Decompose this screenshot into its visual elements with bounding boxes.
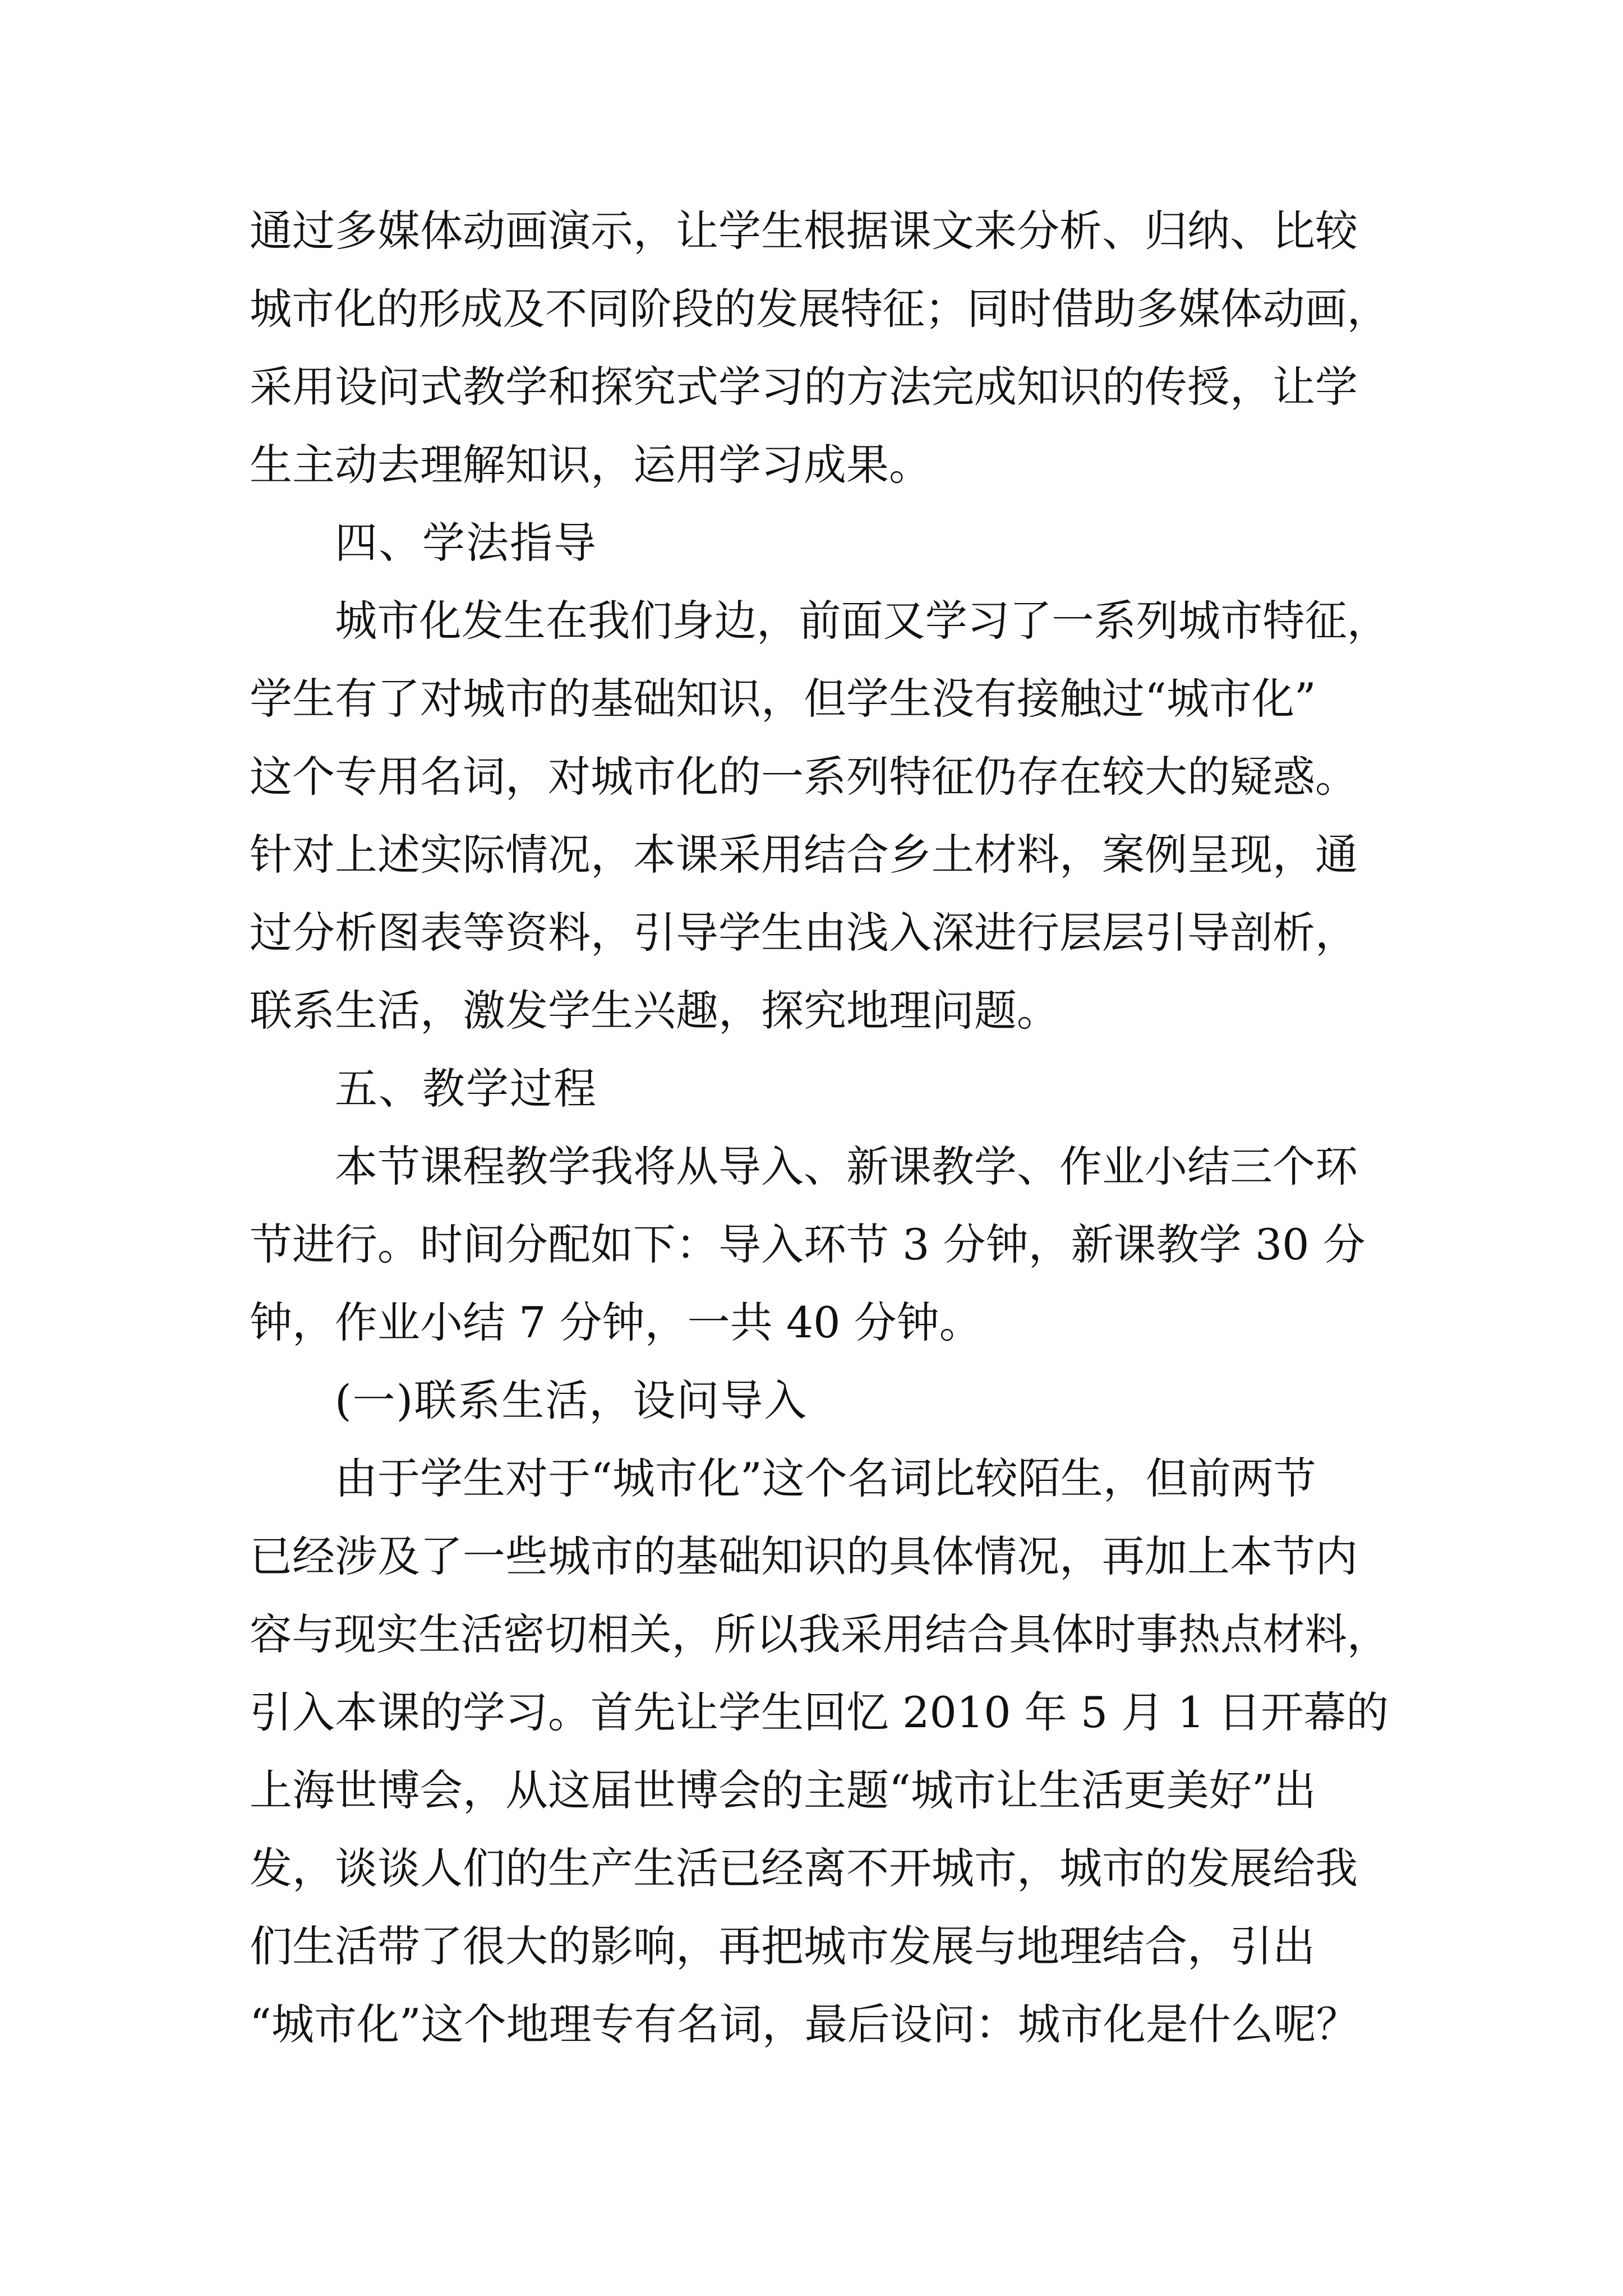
paragraph-line: 联系生活，激发学生兴趣，探究地理问题。 xyxy=(250,986,1059,1036)
paragraph-line: 容与现实生活密切相关，所以我采用结合具体时事热点材料， xyxy=(250,1609,1389,1659)
paragraph-line: 钟，作业小结 7 分钟，一共 40 分钟。 xyxy=(250,1297,982,1347)
paragraph-line: 过分析图表等资料，引导学生由浅入深进行层层引导剖析， xyxy=(250,908,1358,958)
paragraph-line: 引入本课的学习。首先让学生回忆 2010 年 5 月 1 日开幕的 xyxy=(250,1687,1389,1737)
paragraph-line: 这个专用名词，对城市化的一系列特征仍存在较大的疑惑。 xyxy=(250,752,1358,802)
paragraph-line: 采用设问式教学和探究式学习的方法完成知识的传授，让学 xyxy=(250,362,1358,412)
paragraph-line: “城市化”这个地理专有名词，最后设问：城市化是什么呢？ xyxy=(250,1999,1359,2049)
paragraph-line: 本节课程教学我将从导入、新课教学、作业小结三个环 xyxy=(335,1142,1358,1191)
section-heading: (一)联系生活，设问导入 xyxy=(335,1375,808,1425)
paragraph-line: 已经涉及了一些城市的基础知识的具体情况，再加上本节内 xyxy=(250,1531,1358,1581)
paragraph-line: 由于学生对于“城市化”这个名词比较陌生，但前两节 xyxy=(335,1453,1316,1503)
section-heading: 五、教学过程 xyxy=(335,1064,597,1114)
paragraph-line: 节进行。时间分配如下：导入环节 3 分钟，新课教学 30 分 xyxy=(250,1220,1366,1269)
paragraph-line: 学生有了对城市的基础知识，但学生没有接触过“城市化” xyxy=(250,674,1316,724)
paragraph-line: 上海世博会，从这届世博会的主题“城市让生活更美好”出 xyxy=(250,1765,1316,1815)
body-text xyxy=(250,192,1389,2063)
paragraph-line: 们生活带了很大的影响，再把城市发展与地理结合，引出 xyxy=(250,1921,1315,1971)
section-heading: 四、学法指导 xyxy=(335,518,597,568)
paragraph-line: 生主动去理解知识，运用学习成果。 xyxy=(250,440,932,490)
paragraph-line: 针对上述实际情况，本课采用结合乡土材料，案例呈现，通 xyxy=(250,830,1358,880)
paragraph-line: 城市化的形成及不同阶段的发展特征；同时借助多媒体动画， xyxy=(250,284,1389,334)
paragraph-line: 发，谈谈人们的生产生活已经离不开城市，城市的发展给我 xyxy=(250,1843,1358,1893)
paragraph-line: 城市化发生在我们身边，前面又学习了一系列城市特征， xyxy=(335,596,1389,646)
paragraph-line: 通过多媒体动画演示，让学生根据课文来分析、归纳、比较 xyxy=(250,206,1358,256)
